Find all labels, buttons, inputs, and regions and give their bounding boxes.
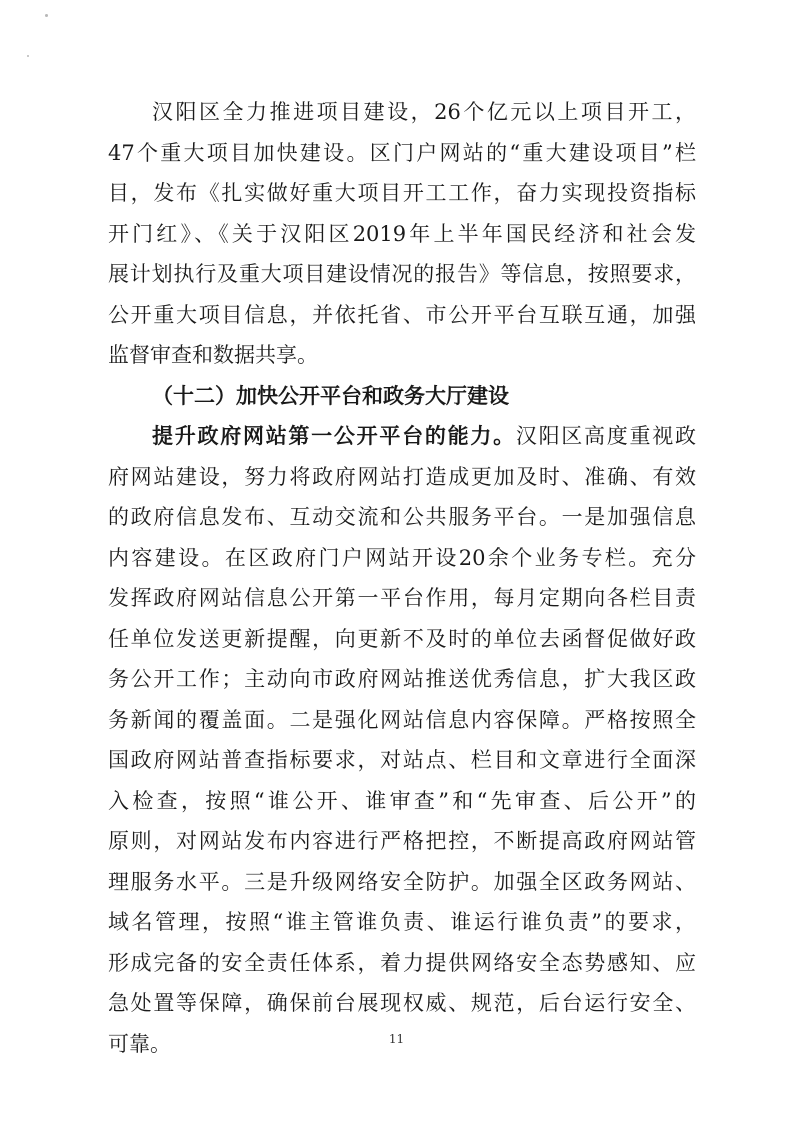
paragraph-lead-sentence: 提升政府网站第一公开平台的能力。: [152, 423, 516, 448]
paragraph-line: 开门红》、《关于汉阳区2019年上半年国民经济和社会发: [108, 221, 696, 246]
paragraph-line: 务新闻的覆盖面。二是强化网站信息内容保障。严格按照全: [108, 707, 696, 732]
paragraph-line: 目，发布《扎实做好重大项目开工工作，奋力实现投资指标: [108, 181, 696, 205]
paragraph-line: 国政府网站普查指标要求，对站点、栏目和文章进行全面深: [108, 748, 696, 772]
paragraph-line: 发挥政府网站信息公开第一平台作用，每月定期向各栏目责: [108, 586, 696, 610]
paragraph-line-rest: 汉阳区高度重视政: [515, 424, 697, 448]
paragraph-line: 监督审查和数据共享。: [108, 343, 318, 367]
paragraph-line: 内容建设。在区政府门户网站开设20余个业务专栏。充分: [108, 545, 696, 570]
paragraph-line: 务公开工作；主动向市政府网站推送优秀信息，扩大我区政: [108, 667, 696, 691]
section-heading: （十二）加快公开平台和政务大厅建设: [152, 382, 509, 408]
paragraph-line: 的政府信息发布、互动交流和公共服务平台。一是加强信息: [108, 505, 696, 529]
scan-speck: [27, 55, 29, 57]
paragraph-line: 急处置等保障，确保前台展现权威、规范，后台运行安全、: [108, 991, 696, 1015]
paragraph-line: 展计划执行及重大项目建设情况的报告》等信息，按照要求，: [108, 262, 696, 286]
scan-speck: [45, 14, 48, 17]
paragraph-line: 可靠。: [108, 1031, 171, 1056]
paragraph-line: 汉阳区全力推进项目建设，26个亿元以上项目开工，: [152, 100, 696, 124]
paragraph-line: 形成完备的安全责任体系，着力提供网络安全态势感知、应: [108, 950, 696, 975]
paragraph-line: 47个重大项目加快建设。区门户网站的“重大建设项目”栏: [108, 140, 696, 165]
page-number: 11: [388, 1032, 405, 1046]
paragraph-line: 入检查，按照“谁公开、谁审查”和“先审查、后公开”的: [108, 788, 696, 813]
paragraph-line: 理服务水平。三是升级网络安全防护。加强全区政务网站、: [108, 869, 696, 894]
paragraph-line: 任单位发送更新提醒，向更新不及时的单位去函督促做好政: [108, 626, 696, 651]
paragraph-line: [108, 416, 696, 457]
paragraph-government-website: [108, 416, 696, 1064]
paragraph-line: 府网站建设，努力将政府网站打造成更加及时、准确、有效: [108, 464, 696, 489]
document-body: [108, 92, 696, 1064]
paragraph-project-construction: [108, 92, 696, 376]
paragraph-line: 原则，对网站发布内容进行严格把控，不断提高政府网站管: [108, 829, 696, 853]
paragraph-line: 域名管理，按照“谁主管谁负责、谁运行谁负责”的要求，: [108, 910, 696, 934]
paragraph-line: 公开重大项目信息，并依托省、市公开平台互联互通，加强: [108, 302, 696, 327]
